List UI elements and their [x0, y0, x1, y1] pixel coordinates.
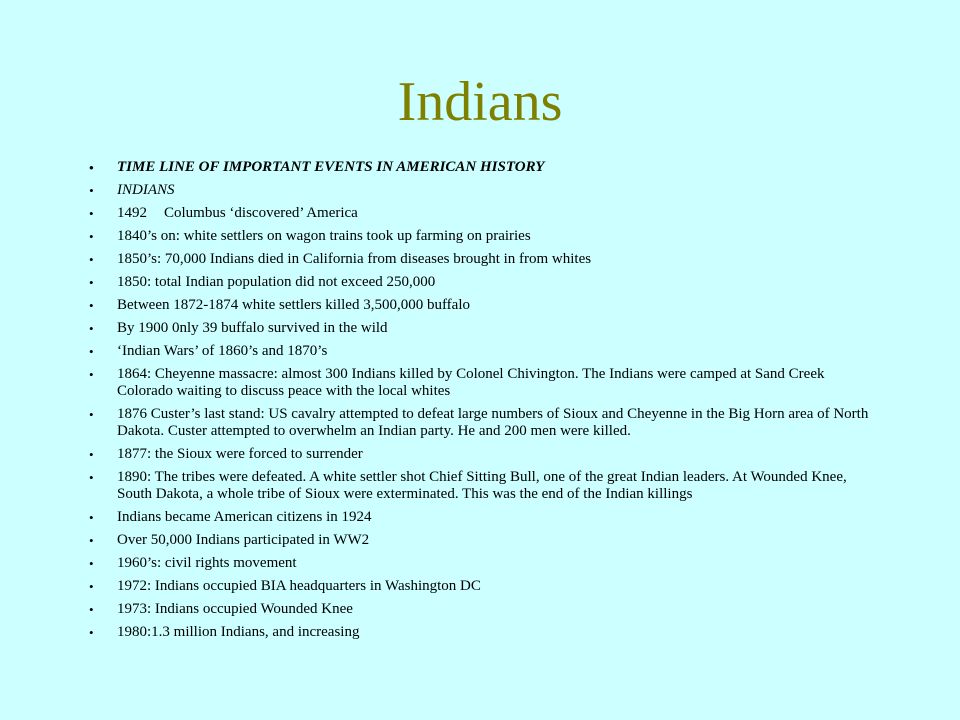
bullet-icon: •	[89, 447, 94, 462]
list-item	[70, 320, 870, 337]
list-item	[70, 159, 870, 176]
bullet-icon: •	[89, 321, 94, 336]
bullet-list	[70, 159, 870, 647]
list-item	[70, 343, 870, 360]
list-item	[70, 228, 870, 245]
item-text: 1973: Indians occupied Wounded Knee	[117, 601, 353, 617]
bullet-icon: •	[89, 470, 94, 485]
bullet-icon: •	[89, 510, 94, 525]
bullet-icon: •	[89, 367, 94, 382]
item-text: 1876 Custer’s last stand: US cavalry attempted to defeat large numbers of Sioux and Cheyenne in the Big Horn area of North Dakota. Custer attempted to overwhelm an Indian party. He and 200 men were killed.	[117, 406, 869, 439]
item-text: By 1900 0nly 39 buffalo survived in the wild	[117, 320, 388, 336]
list-item	[70, 578, 870, 595]
list-item	[70, 274, 870, 291]
bullet-icon: •	[89, 602, 94, 617]
item-text: 1972: Indians occupied BIA headquarters in Washington DC	[117, 578, 481, 594]
bullet-icon: •	[89, 252, 94, 267]
bullet-icon: •	[89, 344, 94, 359]
bullet-icon: •	[89, 298, 94, 313]
item-text: Columbus ‘discovered’ America	[164, 205, 358, 221]
subheading-text: INDIANS	[117, 182, 175, 198]
slide-title: Indians	[397, 71, 563, 133]
bullet-icon: •	[89, 556, 94, 571]
bullet-icon: •	[89, 533, 94, 548]
year-text: 1492	[117, 205, 147, 221]
bullet-icon: •	[89, 206, 94, 221]
list-item	[70, 509, 870, 526]
list-item	[70, 446, 870, 463]
item-text: Between 1872-1874 white settlers killed 3,500,000 buffalo	[117, 297, 470, 313]
bullet-icon: •	[89, 275, 94, 290]
list-item	[70, 555, 870, 572]
item-text: 1840’s on: white settlers on wagon trains took up farming on prairies	[117, 228, 531, 244]
list-item	[70, 366, 870, 400]
bullet-icon: •	[89, 229, 94, 244]
item-text: ‘Indian Wars’ of 1860’s and 1870’s	[117, 343, 328, 359]
item-text: Indians became American citizens in 1924	[117, 509, 372, 525]
item-text: 1960’s: civil rights movement	[117, 555, 297, 571]
item-text: 1890: The tribes were defeated. A white settler shot Chief Sitting Bull, one of the great Indian leaders. At Wounded Knee, South Dakota, a whole tribe of Sioux were exterminated. This was the end of the Indian killings	[117, 469, 847, 502]
list-item	[70, 601, 870, 618]
item-text: 1877: the Sioux were forced to surrender	[117, 446, 363, 462]
list-item	[70, 624, 870, 641]
list-item	[70, 406, 870, 440]
list-item	[70, 182, 870, 199]
bullet-icon: •	[89, 579, 94, 594]
bullet-icon: •	[89, 160, 94, 175]
item-text: Over 50,000 Indians participated in WW2	[117, 532, 370, 548]
bullet-icon: •	[89, 183, 94, 198]
item-text: 1980:1.3 million Indians, and increasing	[117, 624, 360, 640]
list-item	[70, 205, 870, 222]
item-text: 1864: Cheyenne massacre: almost 300 Indians killed by Colonel Chivington. The Indians were camped at Sand Creek Colorado waiting to discuss peace with the local whites	[117, 366, 825, 399]
bullet-icon: •	[89, 625, 94, 640]
list-item	[70, 469, 870, 503]
list-item	[70, 532, 870, 549]
list-item	[70, 251, 870, 268]
item-text: 1850: total Indian population did not exceed 250,000	[117, 274, 436, 290]
bullet-icon: •	[89, 407, 94, 422]
item-text: 1850’s: 70,000 Indians died in California from diseases brought in from whites	[117, 251, 592, 267]
list-item	[70, 297, 870, 314]
heading-text: TIME LINE OF IMPORTANT EVENTS IN AMERICAN HISTORY	[117, 159, 545, 175]
